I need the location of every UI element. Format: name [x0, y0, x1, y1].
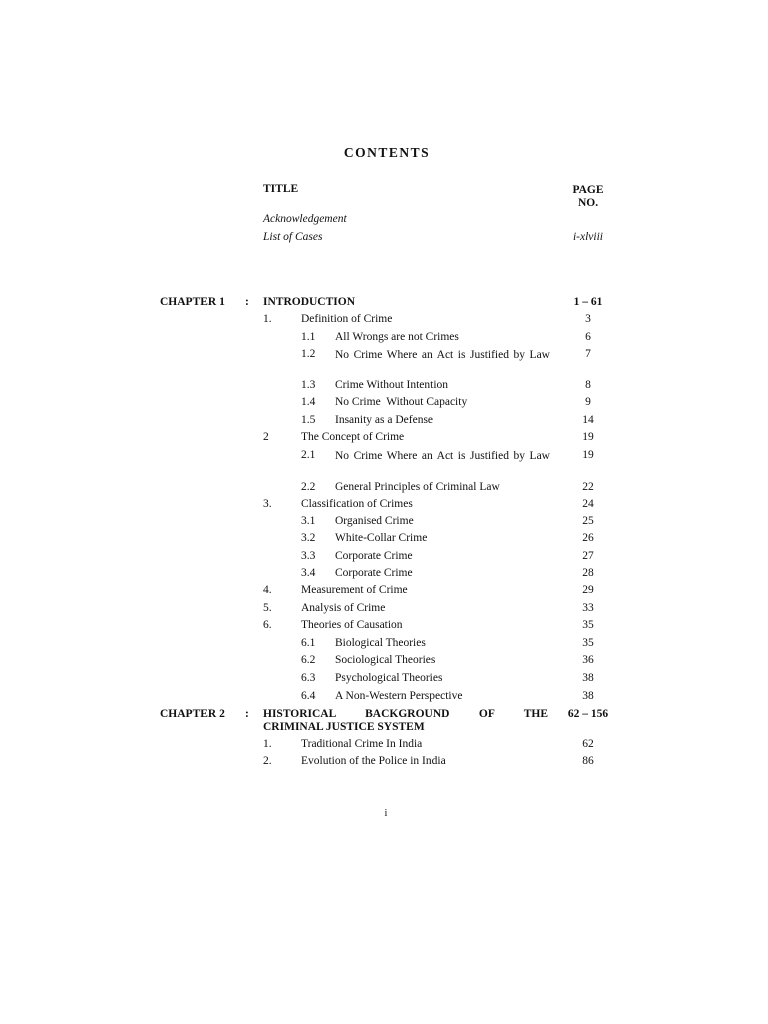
toc-entry-page: 14	[582, 414, 594, 426]
toc-num: 2	[263, 431, 269, 443]
chapter-1-colon: :	[245, 296, 249, 308]
toc-entry-text: Corporate Crime	[335, 567, 413, 579]
chapter-2-colon: :	[245, 708, 249, 720]
toc-entry-text: The Concept of Crime	[301, 431, 405, 443]
toc-entry-page: 7	[585, 348, 591, 360]
toc-num: 3.3	[301, 550, 316, 562]
toc-entry-text: No Crime Where an Act is Justified by Law	[335, 349, 550, 361]
front-matter-list-of-cases: List of Cases	[263, 231, 323, 243]
toc-num: 1.	[263, 313, 272, 325]
title-column-header: TITLE	[263, 183, 299, 195]
toc-num: 6.	[263, 619, 272, 631]
chapter-1-label: CHAPTER 1	[160, 296, 225, 308]
toc-num: 3.2	[301, 532, 316, 544]
toc-entry-page: 19	[582, 431, 594, 443]
toc-num: 2.1	[301, 449, 316, 461]
chapter-1-page-range: 1 – 61	[573, 296, 603, 308]
toc-num: 1.1	[301, 331, 316, 343]
toc-entry-text: Sociological Theories	[335, 654, 436, 666]
toc-num: 1.	[263, 738, 272, 750]
toc-entry-page: 33	[582, 602, 594, 614]
toc-entry-page: 36	[582, 654, 594, 666]
toc-entry-text: Analysis of Crime	[301, 602, 386, 614]
toc-num: 3.	[263, 498, 272, 510]
toc-num: 2.	[263, 755, 272, 767]
contents-title: CONTENTS	[343, 145, 431, 160]
toc-num: 4.	[263, 584, 272, 596]
chapter-2-title-line1: HISTORICAL BACKGROUND OF THE	[263, 708, 548, 720]
toc-num: 6.4	[301, 690, 316, 702]
front-matter-acknowledgement: Acknowledgement	[263, 213, 347, 225]
toc-entry-page: 29	[582, 584, 594, 596]
toc-entry-text: Biological Theories	[335, 637, 426, 649]
toc-entry-text: White-Collar Crime	[335, 532, 428, 544]
toc-entry-text: No Crime Where an Act is Justified by Law	[335, 450, 550, 462]
toc-entry-page: 6	[585, 331, 591, 343]
toc-entry-page: 62	[582, 738, 594, 750]
toc-entry-page: 27	[582, 550, 594, 562]
toc-entry-page: 19	[582, 449, 594, 461]
toc-num: 1.4	[301, 396, 316, 408]
toc-entry-text: Corporate Crime	[335, 550, 413, 562]
chapter-2-page-range: 62 – 156	[567, 708, 609, 720]
toc-num: 1.3	[301, 379, 316, 391]
toc-num: 3.4	[301, 567, 316, 579]
toc-entry-page: 26	[582, 532, 594, 544]
toc-num: 6.3	[301, 672, 316, 684]
toc-entry-text: Traditional Crime In India	[301, 738, 423, 750]
toc-num: 3.1	[301, 515, 316, 527]
toc-num: 6.2	[301, 654, 316, 666]
toc-entry-text: Evolution of the Police in India	[301, 755, 446, 767]
toc-num: 1.5	[301, 414, 316, 426]
chapter-2-title-line2: CRIMINAL JUSTICE SYSTEM	[263, 721, 425, 733]
toc-entry-text: Psychological Theories	[335, 672, 443, 684]
chapter-2-label: CHAPTER 2	[160, 708, 225, 720]
page-column-header-line2: NO.	[577, 197, 599, 209]
page-number: i	[384, 808, 388, 819]
toc-entry-text: A Non-Western Perspective	[335, 690, 463, 702]
page-column-header-line1: PAGE	[572, 184, 604, 196]
toc-entry-page: 28	[582, 567, 594, 579]
toc-entry-page: 9	[585, 396, 591, 408]
toc-entry-page: 25	[582, 515, 594, 527]
chapter-1-title: INTRODUCTION	[263, 296, 356, 308]
toc-entry-text: General Principles of Criminal Law	[335, 481, 500, 493]
toc-entry-page: 3	[585, 313, 591, 325]
toc-entry-page: 38	[582, 672, 594, 684]
front-matter-list-of-cases-page: i-xlviii	[572, 231, 603, 243]
toc-entry-text: Crime Without Intention	[335, 379, 449, 391]
toc-num: 6.1	[301, 637, 316, 649]
toc-entry-text: Classification of Crimes	[301, 498, 413, 510]
toc-entry-page: 35	[582, 619, 594, 631]
toc-entry-page: 86	[582, 755, 594, 767]
toc-entry-text: Theories of Causation	[301, 619, 403, 631]
toc-num: 2.2	[301, 481, 316, 493]
toc-num: 5.	[263, 602, 272, 614]
toc-entry-page: 24	[582, 498, 594, 510]
toc-entry-text: Definition of Crime	[301, 313, 393, 325]
toc-entry-page: 22	[582, 481, 594, 493]
toc-entry-text: Organised Crime	[335, 515, 414, 527]
toc-entry-page: 35	[582, 637, 594, 649]
toc-entry-text: Measurement of Crime	[301, 584, 408, 596]
toc-entry-text: Insanity as a Defense	[335, 414, 434, 426]
toc-entry-page: 8	[585, 379, 591, 391]
toc-entry-text: All Wrongs are not Crimes	[335, 331, 459, 343]
toc-entry-page: 38	[582, 690, 594, 702]
toc-entry-text: No Crime Without Capacity	[335, 396, 468, 408]
toc-num: 1.2	[301, 348, 316, 360]
